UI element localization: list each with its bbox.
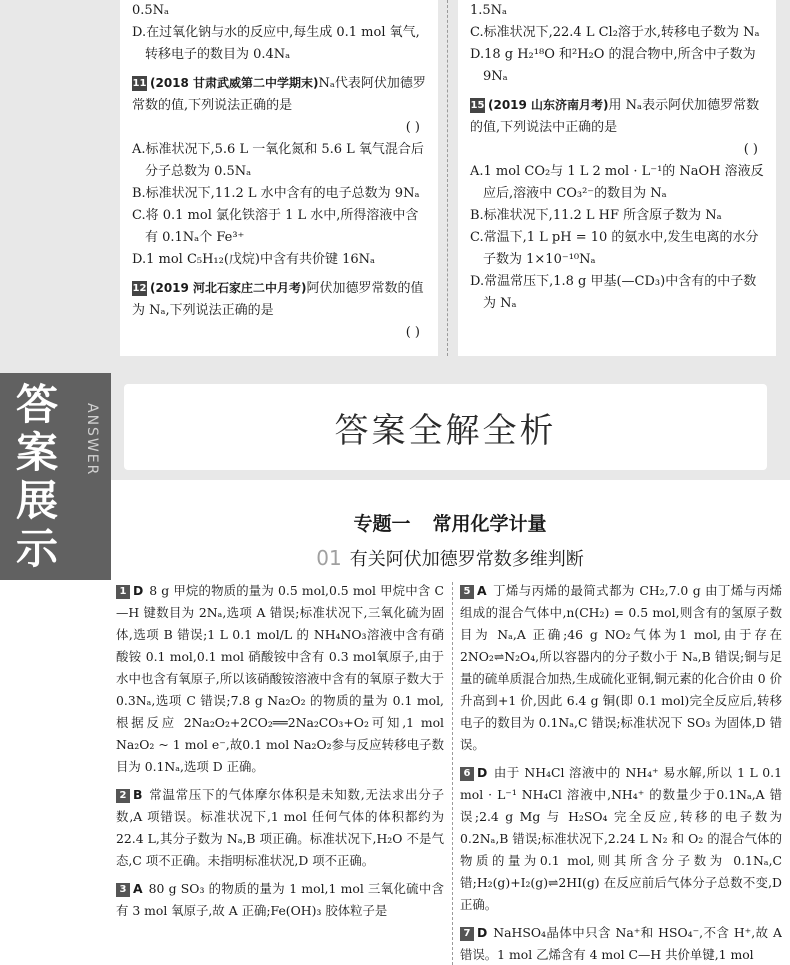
question-11 bbox=[132, 72, 426, 117]
question-source: (2018 甘肃武威第二中学期末) bbox=[150, 76, 319, 90]
answer-letter: D bbox=[477, 765, 488, 780]
answer-paren: ( ) bbox=[405, 325, 420, 340]
question-stem: 用 Nₐ表示阿伏加德罗常数的值,下列说法中正确的是 bbox=[470, 98, 760, 135]
option-c: C.将 0.1 mol 氯化铁溶于 1 L 水中,所得溶液中含有 0.1Nₐ个 Fe³⁺ bbox=[132, 208, 419, 245]
answer-explanation: 常温常压下的气体摩尔体积是未知数,无法求出分子数,A 项错误。标准状况下,1 mol 任何气体的体积都约为 22.4 L,其分子数为 Nₐ,B 项正确。标准状况下,H₂O 不是气态,C 项不正确。未指明标准状况,D 项不正确。 bbox=[116, 787, 444, 868]
answer-number: 1 bbox=[116, 585, 130, 599]
question-source: (2019 山东济南月考) bbox=[488, 98, 609, 112]
prev-option-c: C.标准状况下,22.4 L Cl₂溶于水,转移电子数为 Nₐ bbox=[470, 25, 760, 40]
question-stem: 阿伏加德罗常数的值为 Nₐ,下列说法正确的是 bbox=[132, 281, 424, 318]
answer-number: 3 bbox=[116, 883, 130, 897]
answer-letter: D bbox=[133, 583, 144, 598]
question-15 bbox=[470, 94, 764, 139]
banner-title: 答案全解全析 bbox=[124, 384, 767, 470]
prev-question-fragment: 0.5Nₐ bbox=[132, 3, 170, 18]
subsection-name: 有关阿伏加德罗常数多维判断 bbox=[349, 549, 584, 570]
option-a: A.1 mol CO₂与 1 L 2 mol · L⁻¹的 NaOH 溶液反应后,溶液中 CO₃²⁻的数目为 Nₐ bbox=[470, 164, 764, 201]
side-char: 展 bbox=[15, 475, 58, 525]
answer-number: 7 bbox=[460, 927, 474, 941]
side-char: 示 bbox=[15, 523, 58, 573]
question-stem: Nₐ代表阿伏加德罗常数的值,下列说法正确的是 bbox=[132, 76, 426, 113]
side-char: 案 bbox=[15, 427, 58, 477]
option-c: C.常温下,1 L pH = 10 的氨水中,发生电离的水分子数为 1×10⁻¹⁰Nₐ bbox=[470, 230, 759, 267]
answer-column-divider bbox=[452, 582, 453, 965]
answer-explanation: 丁烯与丙烯的最简式都为 CH₂,7.0 g 由丁烯与丙烯组成的混合气体中,n(CH₂) = 0.5 mol,则含有的氢原子数目为 Nₐ,A 正确;46 g NO₂气体为1 mol,由于存在 2NO₂⇌N₂O₄,所以容器内的分子数小于 Nₐ,B 错误;铜与足量的硫单质混合加热,生成硫化亚铜,铜元素的化合价由 0 价升高到+1 价,因此 6.4 g 铜(即 0.1 mol)完全反应后,转移电子的数目为 0.1Nₐ,C 错误;标准状况下 SO₃ 为固体,D 错误。 bbox=[460, 583, 782, 752]
answer-paren-line bbox=[132, 117, 426, 139]
option-a: A.标准状况下,5.6 L 一氧化氮和 5.6 L 氧气混合后分子总数为 0.5Nₐ bbox=[132, 142, 424, 179]
answer-explanation: NaHSO₄晶体中只含 Na⁺和 HSO₄⁻,不含 H⁺,故 A 错误。1 mol 乙烯含有 4 mol C—H 共价单键,1 mol bbox=[460, 925, 782, 962]
column-divider bbox=[447, 0, 448, 356]
answer-side-label bbox=[0, 373, 111, 580]
section-name: 常用化学计量 bbox=[432, 513, 547, 535]
answer-letter: D bbox=[477, 925, 488, 940]
question-column-left bbox=[120, 0, 438, 356]
prev-question-fragment: 1.5Nₐ bbox=[470, 3, 508, 18]
answer-letter: B bbox=[133, 787, 143, 802]
answer-item bbox=[460, 762, 782, 916]
answer-item bbox=[460, 922, 782, 965]
option-b: B.标准状况下,11.2 L 水中含有的电子总数为 9Nₐ bbox=[132, 186, 420, 201]
answer-letter: A bbox=[477, 583, 487, 598]
side-label-chinese bbox=[0, 373, 74, 580]
answer-paren: ( ) bbox=[405, 120, 420, 135]
side-label-english: ANSWER bbox=[84, 403, 100, 477]
subsection-number: 01 bbox=[316, 546, 342, 570]
answer-number: 5 bbox=[460, 585, 474, 599]
answer-letter: A bbox=[133, 881, 143, 896]
question-number-15: 15 bbox=[470, 100, 485, 111]
option-d: D.1 mol C₅H₁₂(戊烷)中含有共价键 16Nₐ bbox=[132, 252, 376, 267]
subsection-title bbox=[120, 545, 780, 571]
answer-item bbox=[116, 580, 444, 778]
side-char: 答 bbox=[15, 379, 58, 429]
answer-explanation: 80 g SO₃ 的物质的量为 1 mol,1 mol 三氧化硫中含有 3 mol 氧原子,故 A 正确;Fe(OH)₃ 胶体粒子是 bbox=[116, 881, 444, 918]
answer-paren-line bbox=[132, 322, 426, 344]
answer-paren: ( ) bbox=[743, 142, 758, 157]
question-source: (2019 河北石家庄二中月考) bbox=[150, 281, 307, 295]
answer-number: 2 bbox=[116, 789, 130, 803]
answer-column-right bbox=[460, 580, 782, 965]
section-title bbox=[120, 509, 780, 536]
answer-paren-line bbox=[470, 139, 764, 161]
answer-item bbox=[116, 784, 444, 872]
answer-column-left bbox=[116, 580, 444, 965]
option-b: B.标准状况下,11.2 L HF 所含原子数为 Nₐ bbox=[470, 208, 722, 223]
answer-item bbox=[116, 878, 444, 922]
prev-option-d: D.在过氧化钠与水的反应中,每生成 0.1 mol 氧气,转移电子的数目为 0.4Nₐ bbox=[132, 25, 420, 62]
section-label: 专题一 bbox=[353, 513, 411, 535]
answer-item bbox=[460, 580, 782, 756]
answer-number: 6 bbox=[460, 767, 474, 781]
question-column-right bbox=[458, 0, 776, 356]
question-12 bbox=[132, 277, 426, 322]
prev-option-d: D.18 g H₂¹⁸O 和²H₂O 的混合物中,所含中子数为 9Nₐ bbox=[470, 47, 756, 84]
question-number-12: 12 bbox=[132, 283, 147, 294]
option-d: D.常温常压下,1.8 g 甲基(—CD₃)中含有的中子数为 Nₐ bbox=[470, 274, 757, 311]
answer-explanation: 8 g 甲烷的物质的量为 0.5 mol,0.5 mol 甲烷中含 C—H 键数目为 2Nₐ,选项 A 错误;标准状况下,三氧化硫为固体,选项 B 错误;1 L 0.1 mol/L 的 NH₄NO₃溶液中含有硝酸铵 0.1 mol,0.1 mol 硝酸铵中含有 0.3 mol氧原子,由于水中也含有氧原子,所以该硝酸铵溶液中含有的氧原子数大于 0.3Nₐ,选项 C 错误;7.8 g Na₂O₂ 的物质的量为 0.1 mol,根据反应 2Na₂O₂+2CO₂══2Na₂CO₃+O₂可知,1 mol Na₂O₂ ~ 1 mol e⁻,故0.1 mol Na₂O₂参与反应转移电子数目为 0.1Nₐ,选项 D 正确。 bbox=[116, 583, 444, 774]
question-number-11: 11 bbox=[132, 78, 147, 89]
answer-explanation: 由于 NH₄Cl 溶液中的 NH₄⁺ 易水解,所以 1 L 0.1 mol · L⁻¹ NH₄Cl 溶液中,NH₄⁺ 的数量少于0.1Nₐ,A 错误;2.4 g Mg 与 H₂SO₄ 完全反应,转移的电子数为 0.2Nₐ,B 错误;标准状况下,2.24 L N₂ 和 O₂ 的混合气体的物质的量为0.1 mol,则其所含分子数为 0.1Nₐ,C 错;H₂(g)+I₂(g)⇌2HI(g) 在反应前后气体分子总数不变,D 正确。 bbox=[460, 765, 782, 912]
